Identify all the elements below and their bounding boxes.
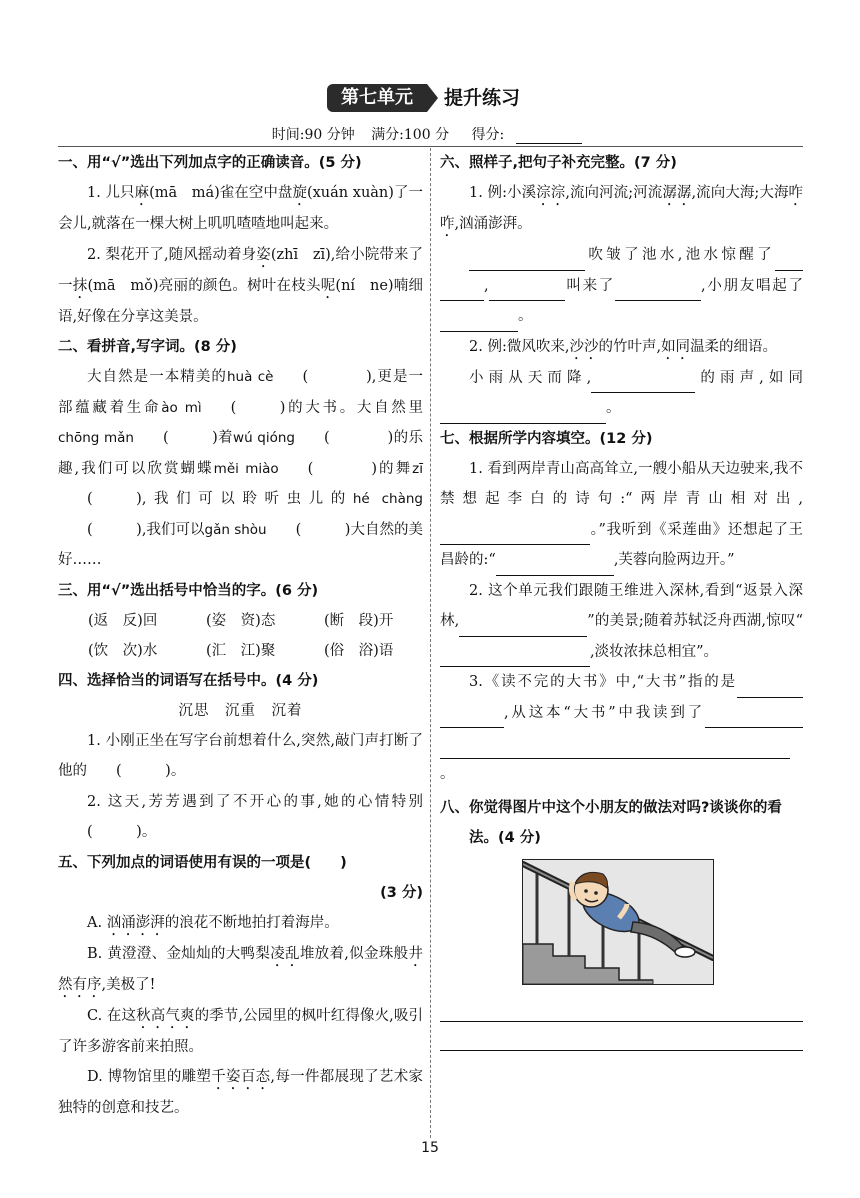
unit-arrow bbox=[427, 84, 438, 112]
s6-example-1: 1. 例:小溪淙淙,流向河流;河流潺潺,流向大海;大海咋咋,汹涌澎湃。 bbox=[440, 185, 804, 232]
s2-passage: 大自然是一本精美的huà cè ( ),更是一部蕴藏着生命ào mì ( )的大书。大自然里chōng mǎn ( )着wú qióng ( )的乐趣,我们可以欣赏蝴蝶měi miào ( )的舞zī( ),我们可以聆听虫儿的hé chàng( ),我们可以gǎn shòu ( )大自然的美好…… bbox=[58, 362, 423, 576]
page-number: 15 bbox=[421, 1140, 439, 1156]
fill-blank[interactable] bbox=[705, 711, 803, 728]
fill-blank[interactable] bbox=[440, 528, 590, 545]
s4-question-1: 1. 小刚正坐在写字台前想着什么,突然,敲门声打断了他的 ( )。 bbox=[58, 726, 423, 787]
s1-question-1: 1. 儿只麻(mā má)雀在空中盘旋(xuán xuàn)了一会儿,就落在一棵大树上叽叽喳喳地叫起来。 bbox=[58, 185, 423, 232]
s3-choices bbox=[58, 606, 423, 666]
s6-fill-2: 小雨从天而降, 的雨声,如同。 bbox=[440, 363, 803, 424]
answer-paren[interactable]: ( ) bbox=[163, 430, 218, 446]
fill-blank[interactable] bbox=[459, 620, 587, 637]
right-column bbox=[440, 148, 803, 1051]
header-divider bbox=[58, 146, 803, 147]
answer-paren[interactable]: ( ) bbox=[230, 399, 286, 416]
fill-blank[interactable] bbox=[496, 559, 614, 576]
exam-score-label: 得分: bbox=[471, 127, 505, 143]
section-5-score: (3 分) bbox=[380, 884, 423, 901]
choice-item[interactable]: (汇 江)聚 bbox=[206, 642, 276, 659]
answer-paren[interactable]: ( ) bbox=[323, 430, 394, 446]
unit-subtitle: 提升练习 bbox=[444, 87, 521, 109]
answer-paren[interactable]: ( ) bbox=[87, 491, 142, 507]
choice-item[interactable]: (姿 资)态 bbox=[206, 612, 276, 629]
s7-question-3: 3.《读不完的大书》中,“大书”指的是,从这本“大书”中我读到了。 bbox=[440, 667, 803, 789]
exam-time: 时间:90 分钟 bbox=[271, 127, 355, 143]
exam-meta bbox=[0, 124, 860, 144]
s7-question-2: 2. 这个单元我们跟随王维进入深林,看到“返景入深林, ”的美景;随着苏轼泛舟西湖,惊叹“,淡妆浓抹总相宜”。 bbox=[440, 576, 803, 668]
choice-item[interactable]: (断 段)开 bbox=[324, 612, 394, 629]
fill-blank[interactable] bbox=[440, 650, 590, 667]
s1-question-2: 2. 梨花开了,随风摇动着身姿(zhī zī),给小院带来了一抹(mā mǒ)亮丽的颜色。树叶在枝头呢(ní ne)喃细语,好像在分享这美景。 bbox=[58, 246, 423, 325]
section-7-title: 七、根据所学内容填空。(12 分) bbox=[440, 430, 653, 447]
answer-paren[interactable]: ( ) bbox=[87, 521, 142, 538]
fill-blank[interactable] bbox=[775, 254, 803, 271]
section-1-title: 一、用“√”选出下列加点字的正确读音。(5 分) bbox=[58, 155, 362, 171]
fill-blank[interactable] bbox=[440, 407, 606, 424]
score-blank[interactable] bbox=[516, 129, 582, 144]
child-sliding-banister-illustration bbox=[522, 859, 714, 985]
s5-option-b[interactable]: B. 黄澄澄、金灿灿的大鸭梨凌乱堆放着,似金珠般井然有序,美极了! bbox=[58, 945, 424, 993]
section-8-title: 八、你觉得图片中这个小朋友的做法对吗?谈谈你的看法。(4 分) bbox=[440, 800, 782, 846]
fill-blank[interactable] bbox=[440, 284, 484, 301]
s6-example-2: 2. 例:微风吹来,沙沙的竹叶声,如同温柔的细语。 bbox=[469, 338, 778, 355]
answer-line[interactable] bbox=[440, 1022, 803, 1051]
answer-paren[interactable]: ( ) bbox=[307, 460, 377, 477]
fill-blank[interactable] bbox=[737, 681, 803, 698]
unit-tag: 第七单元 bbox=[327, 84, 427, 112]
exam-full-score: 满分:100 分 bbox=[371, 127, 450, 143]
s4-question-2: 2. 这天,芳芳遇到了不开心的事,她的心情特别( )。 bbox=[58, 787, 423, 848]
fill-blank[interactable] bbox=[591, 376, 695, 393]
choice-item[interactable]: (返 反)回 bbox=[88, 612, 158, 629]
s5-option-c[interactable]: C. 在这秋高气爽的季节,公园里的枫叶红得像火,吸引了许多游客前来拍照。 bbox=[58, 1007, 424, 1055]
answer-paren[interactable]: ( ) bbox=[116, 763, 171, 779]
s4-word-bank: 沉思 沉重 沉着 bbox=[178, 702, 303, 719]
answer-paren[interactable]: ( ) bbox=[295, 521, 351, 538]
fill-blank[interactable] bbox=[615, 284, 701, 301]
fill-blank[interactable] bbox=[440, 315, 518, 332]
section-6-title: 六、照样子,把句子补充完整。(7 分) bbox=[440, 155, 677, 171]
choice-item[interactable]: (饮 次)水 bbox=[88, 642, 158, 659]
s5-option-a[interactable]: A. 汹涌澎湃的浪花不断地拍打着海岸。 bbox=[87, 914, 339, 931]
section-4-title: 四、选择恰当的词语写在括号中。(4 分) bbox=[58, 672, 319, 689]
fill-blank[interactable] bbox=[489, 284, 565, 301]
section-3-title: 三、用“√”选出括号中恰当的字。(6 分) bbox=[58, 582, 319, 599]
s5-option-d[interactable]: D. 博物馆里的雕塑千姿百态,每一件都展现了艺术家独特的创意和技艺。 bbox=[58, 1069, 424, 1116]
section-5-title: 五、下列加点的词语使用有误的一项是( ) bbox=[58, 854, 347, 871]
fill-blank[interactable] bbox=[440, 711, 504, 728]
section-2-title: 二、看拼音,写字词。(8 分) bbox=[58, 339, 237, 355]
fill-blank[interactable] bbox=[440, 742, 790, 759]
left-column bbox=[58, 148, 423, 1124]
choice-item[interactable]: (俗 浴)语 bbox=[324, 642, 394, 659]
answer-line[interactable] bbox=[440, 993, 803, 1022]
fill-blank[interactable] bbox=[469, 254, 585, 271]
illustration-svg bbox=[523, 860, 713, 984]
answer-paren[interactable]: ( ) bbox=[87, 824, 142, 840]
s6-fill-1: 吹皱了池水,池水惊醒了, 叫来了 ,小朋友唱起了。 bbox=[440, 240, 803, 332]
s7-question-1: 1. 看到两岸青山高高耸立,一艘小船从天边驶来,我不禁想起李白的诗句:“两岸青山相对出,。”我听到《采莲曲》还想起了王昌龄的:“ ,芙蓉向脸两边开。” bbox=[440, 454, 803, 576]
unit-header bbox=[0, 84, 860, 114]
answer-paren[interactable]: ( ) bbox=[302, 369, 372, 385]
